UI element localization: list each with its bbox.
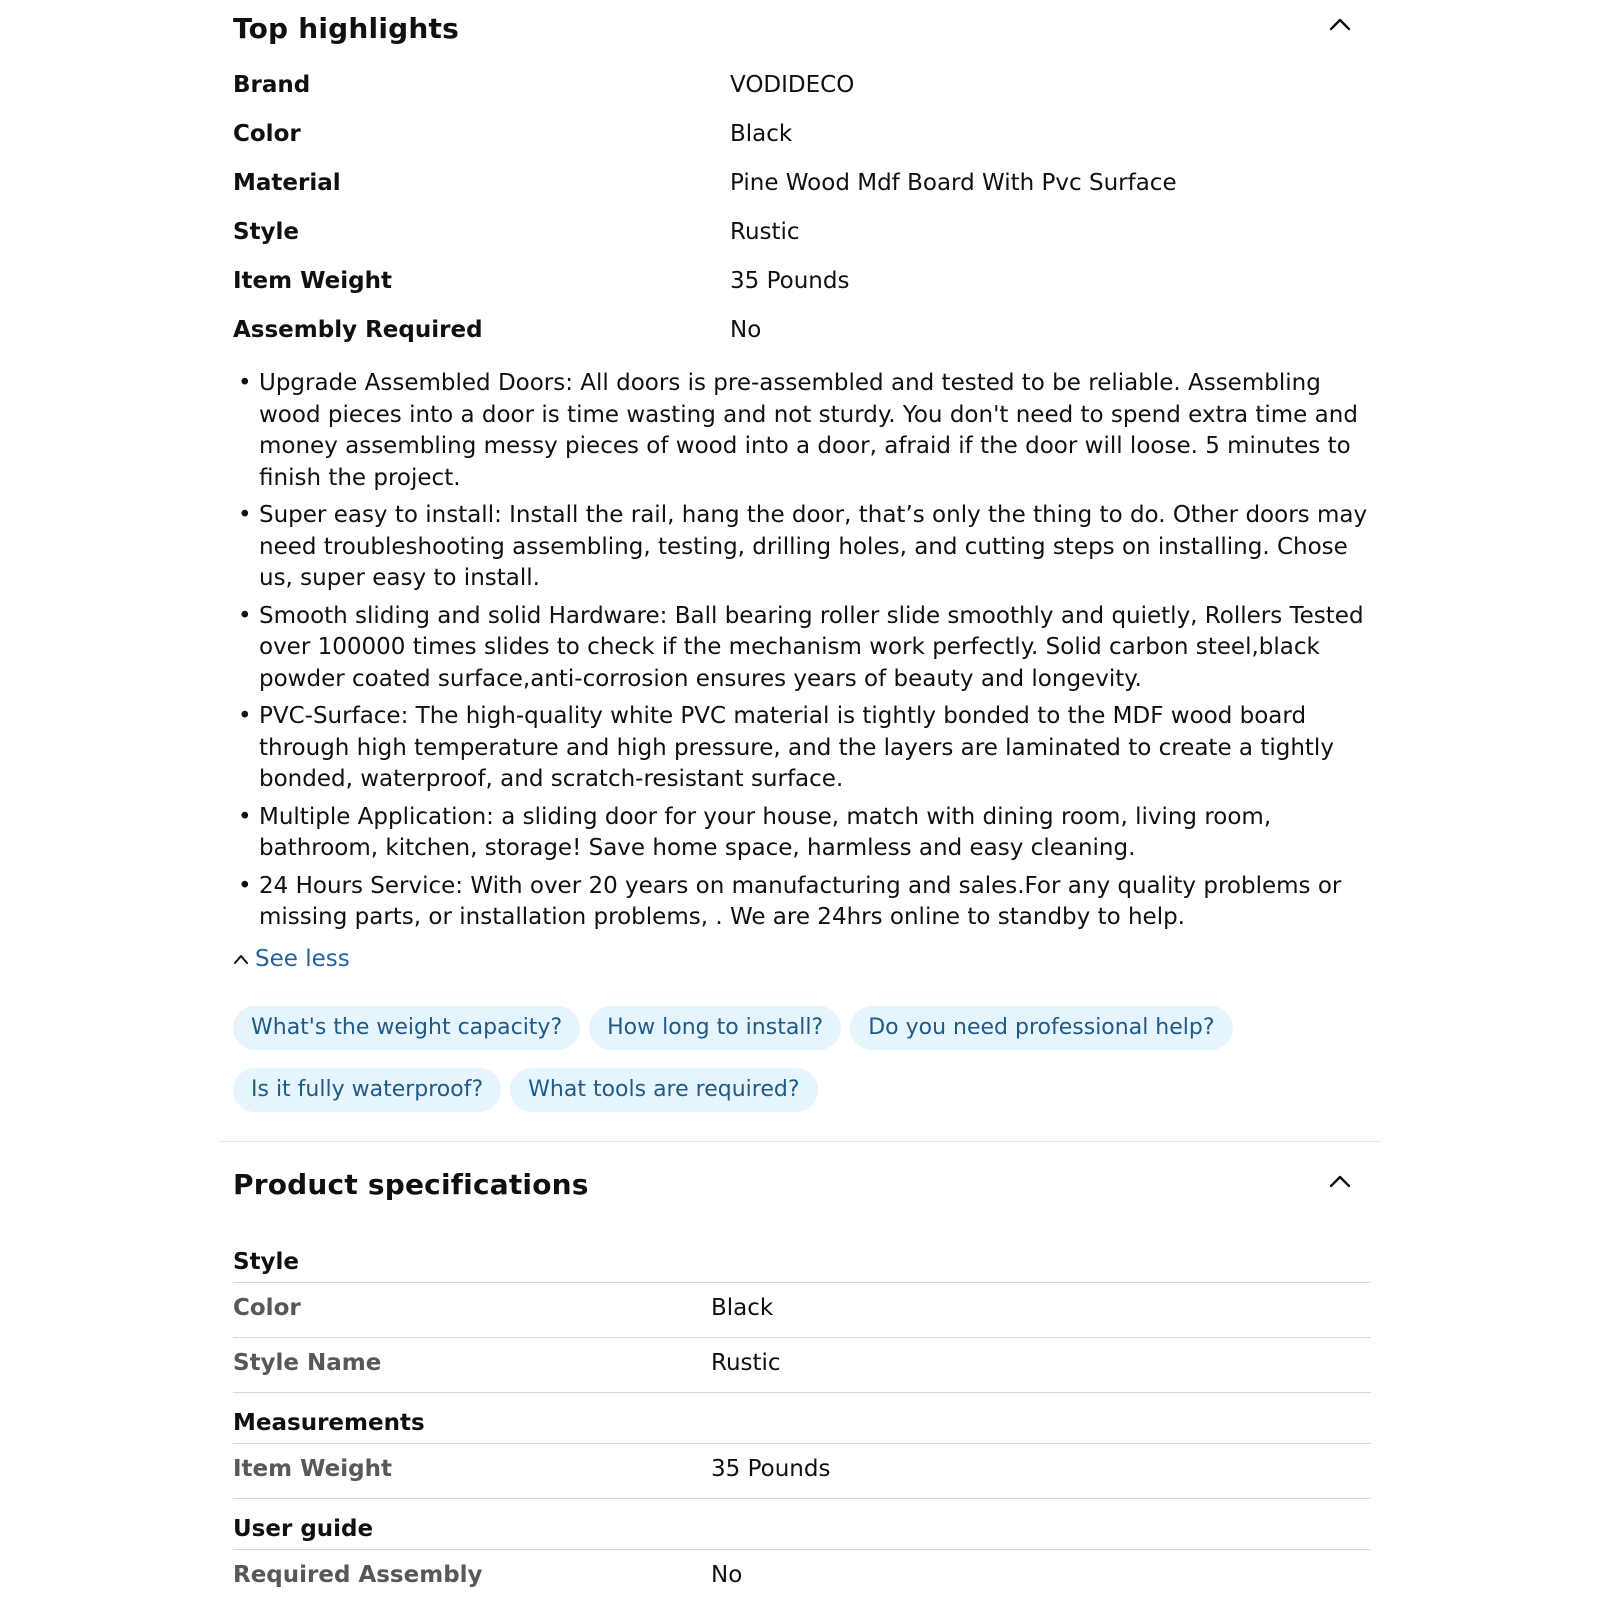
see-less-link[interactable]: [233, 946, 350, 972]
feature-bullet: • Upgrade Assembled Doors: All doors is pre-assembled and tested to be reliable. Assembling wood pieces into a door is time wasting and not sturdy. You don't need to spend extra time and money assembling messy pieces of wood into a door, afraid if the door will loose. 5 minutes to finish the project.: [233, 368, 1378, 494]
spec-key: Style Name: [233, 1350, 382, 1376]
question-chip[interactable]: How long to install?: [589, 1006, 841, 1050]
section-title: Top highlights: [233, 12, 459, 45]
question-chip[interactable]: What's the weight capacity?: [233, 1006, 580, 1050]
highlight-key: Color: [233, 121, 301, 147]
question-row: [233, 1068, 1383, 1112]
top-highlights-section: [218, 0, 1382, 1102]
spec-value: Rustic: [711, 1350, 781, 1376]
chevron-up-icon: [233, 953, 249, 965]
suggested-questions: [233, 1006, 1383, 1130]
question-chip[interactable]: Do you need professional help?: [850, 1006, 1232, 1050]
feature-bullet: • PVC-Surface: The high-quality white PVC material is tightly bonded to the MDF wood board through high temperature and high pressure, and the layers are laminated to create a tightly bonded, waterproof, and scratch-resistant surface.: [233, 701, 1378, 796]
chevron-up-icon[interactable]: [1329, 1173, 1351, 1189]
highlight-key: Item Weight: [233, 268, 392, 294]
spec-value: 35 Pounds: [711, 1456, 831, 1482]
highlight-value: 35 Pounds: [730, 268, 850, 294]
top-highlights-header[interactable]: [218, 0, 1382, 60]
spec-spacer: [233, 1499, 1371, 1509]
highlight-row: [233, 113, 1373, 162]
spec-key: Color: [233, 1295, 301, 1321]
feature-bullet: • Smooth sliding and solid Hardware: Ball bearing roller slide smoothly and quietly, Rollers Tested over 100000 times slides to check if the mechanism work perfectly. Solid carbon steel,black powder coated surface,anti-corrosion ensures years of beauty and longevity.: [233, 601, 1378, 696]
chevron-up-icon[interactable]: [1329, 16, 1351, 32]
spec-row: [233, 1550, 1371, 1600]
highlight-key: Assembly Required: [233, 317, 483, 343]
highlight-key: Brand: [233, 72, 311, 98]
highlight-value: Black: [730, 121, 793, 147]
spec-group-title: Style: [233, 1242, 1371, 1283]
highlight-value: Pine Wood Mdf Board With Pvc Surface: [730, 170, 1177, 196]
feature-bullet: • Super easy to install: Install the rail, hang the door, that’s only the thing to do. Other doors may need troubleshooting assembling, testing, drilling holes, and cutting steps on installing. Chose us, super easy to install.: [233, 500, 1378, 595]
spec-row: [233, 1338, 1371, 1393]
highlight-key: Style: [233, 219, 300, 245]
highlight-row: [233, 211, 1373, 260]
feature-bullets: [233, 368, 1378, 940]
highlight-value: Rustic: [730, 219, 800, 245]
spec-spacer: [233, 1393, 1371, 1403]
highlight-row: [233, 260, 1373, 309]
product-specifications-header[interactable]: [218, 1150, 1382, 1210]
section-divider: [218, 1141, 1382, 1142]
question-row: [233, 1006, 1383, 1050]
see-less-label: See less: [255, 946, 350, 972]
spec-row: [233, 1444, 1371, 1499]
highlight-key: Material: [233, 170, 341, 196]
question-chip[interactable]: Is it fully waterproof?: [233, 1068, 501, 1112]
spec-key: Item Weight: [233, 1456, 392, 1482]
spec-list: [233, 1242, 1371, 1600]
feature-bullet: • Multiple Application: a sliding door for your house, match with dining room, living room, bathroom, kitchen, storage! Save home space, harmless and easy cleaning.: [233, 802, 1378, 865]
section-title: Product specifications: [233, 1168, 589, 1201]
highlight-value: VODIDECO: [730, 72, 855, 98]
highlight-row: [233, 162, 1373, 211]
spec-group-title: User guide: [233, 1509, 1371, 1550]
highlights-table: [233, 64, 1373, 358]
question-chip[interactable]: What tools are required?: [510, 1068, 817, 1112]
spec-value: No: [711, 1562, 743, 1588]
spec-group-title: Measurements: [233, 1403, 1371, 1444]
highlight-row: [233, 64, 1373, 113]
feature-bullet: • 24 Hours Service: With over 20 years on manufacturing and sales.For any quality problems or missing parts, or installation problems, . We are 24hrs online to standby to help.: [233, 871, 1378, 934]
spec-key: Required Assembly: [233, 1562, 483, 1588]
product-specifications-section: [218, 1150, 1382, 1588]
highlight-row: [233, 309, 1373, 358]
spec-row: [233, 1283, 1371, 1338]
spec-value: Black: [711, 1295, 774, 1321]
highlight-value: No: [730, 317, 762, 343]
